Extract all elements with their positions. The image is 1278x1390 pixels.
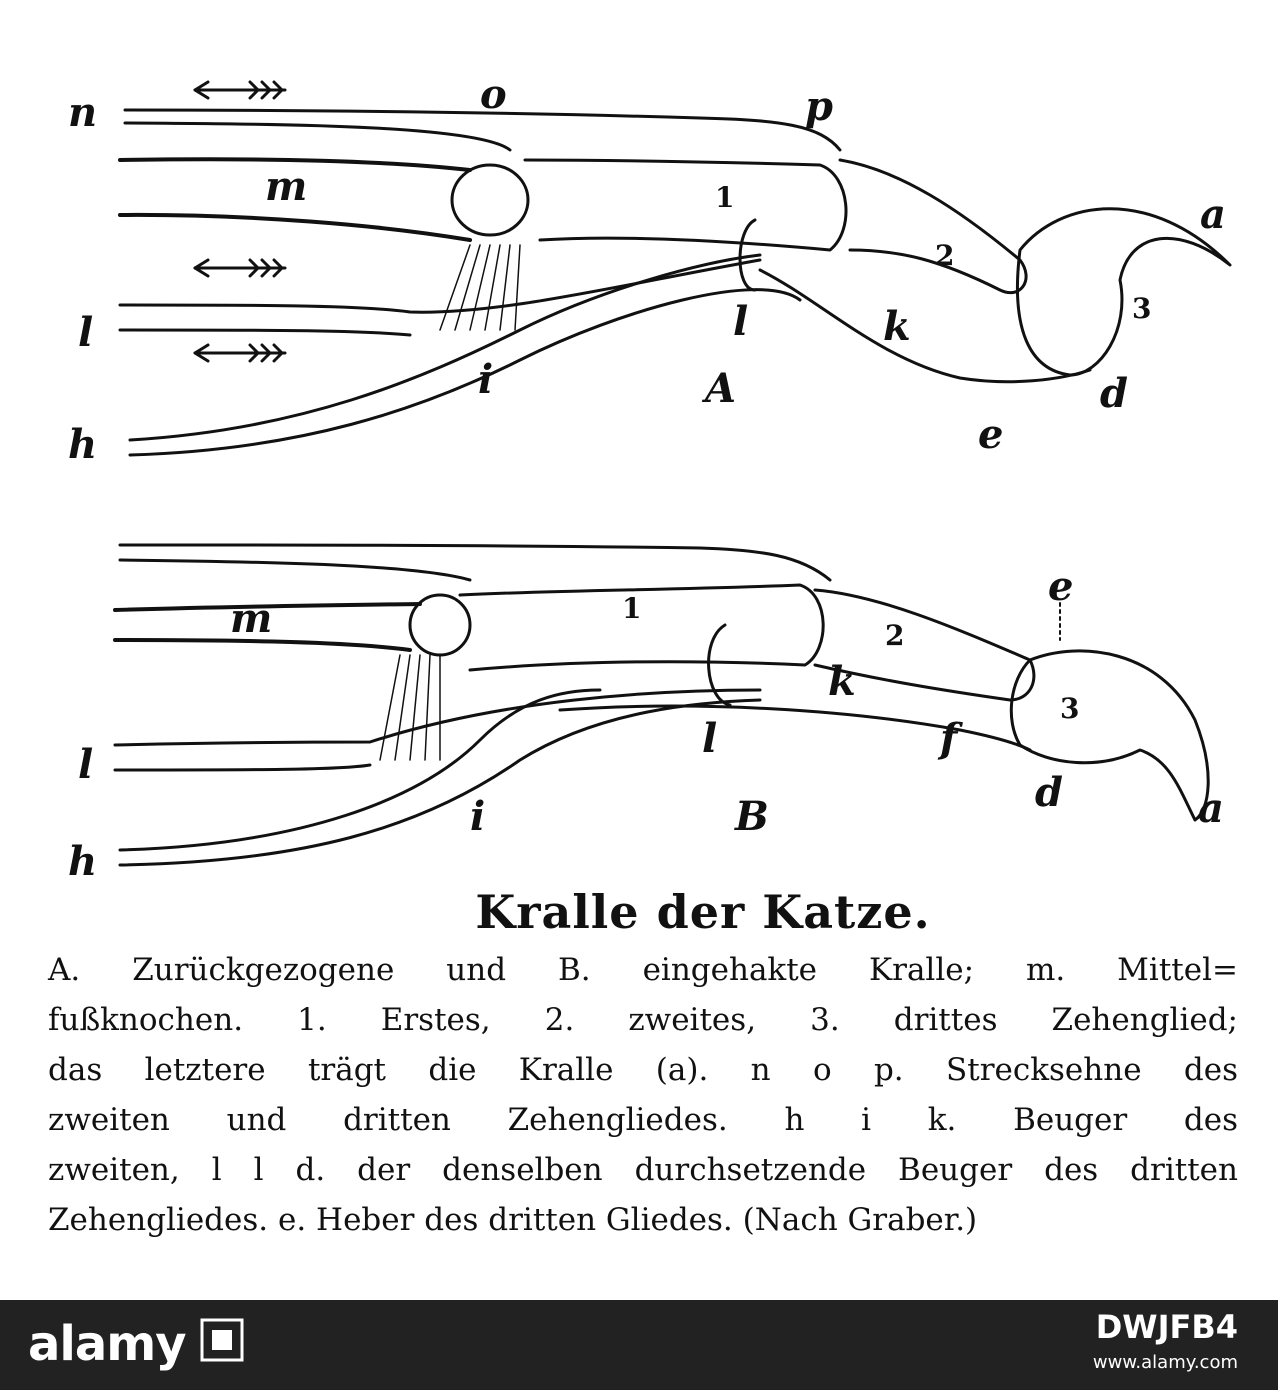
label-a: a [1200,191,1226,238]
label-i: i [478,356,494,403]
alamy-logo-icon [200,1318,244,1362]
label-3: 3 [1132,292,1152,325]
label-3: 3 [1060,692,1080,725]
label-a: a [1198,785,1224,832]
label-d: d [1035,769,1063,816]
label-k: k [828,658,856,705]
arrow-icon [195,260,285,276]
label-k: k [883,303,911,350]
label-n: n [68,89,98,136]
label-o: o [480,71,507,118]
label-p: p [805,83,833,130]
caption [48,885,1238,1245]
label-h: h [68,421,98,468]
caption-line: Zehengliedes. e. Heber des dritten Gliedes. (Nach Graber.) [48,1202,978,1238]
label-e: e [978,411,1004,458]
label-h: h [68,838,98,880]
label-2: 2 [935,239,955,272]
label-1: 1 [622,592,642,625]
label-l: l [733,298,749,345]
caption-line: A. Zurückgezogene und B. eingehakte Kralle; m. Mittel= [48,952,1238,988]
label-m: m [265,163,308,210]
panel-a-drawing [120,82,1230,455]
arrow-icon [195,82,285,98]
label-l: l [78,741,94,788]
label-d: d [1100,370,1128,417]
panel-letter-b: B [735,793,769,840]
panel-letter-a: A [705,365,737,412]
caption-title: Kralle der Katze. [475,885,931,939]
caption-line: fußknochen. 1. Erstes, 2. zweites, 3. drittes Zehenglied; [48,1002,1238,1038]
caption-line: zweiten und dritten Zehengliedes. h i k. Beuger des [48,1102,1238,1138]
label-m: m [230,595,273,642]
label-i: i [470,793,486,840]
arrow-icon [195,345,285,361]
caption-line: das letztere trägt die Kralle (a). n o p. Strecksehne des [48,1052,1238,1088]
footer-url: www.alamy.com [1092,1352,1238,1373]
label-f: f [940,715,958,762]
image-id: DWJFB4 [1095,1308,1238,1346]
label-l: l [702,715,718,762]
watermark-footer [0,1300,1278,1390]
label-2: 2 [885,619,905,652]
label-e: e [1048,563,1074,610]
caption-line: zweiten, l l d. der denselben durchsetzende Beuger des dritten [48,1152,1238,1188]
panel-b-drawing [115,545,1208,865]
caption-body [48,945,1238,1245]
footer-logo: alamy [28,1316,186,1372]
label-1: 1 [715,181,735,214]
label-l: l [78,309,94,356]
